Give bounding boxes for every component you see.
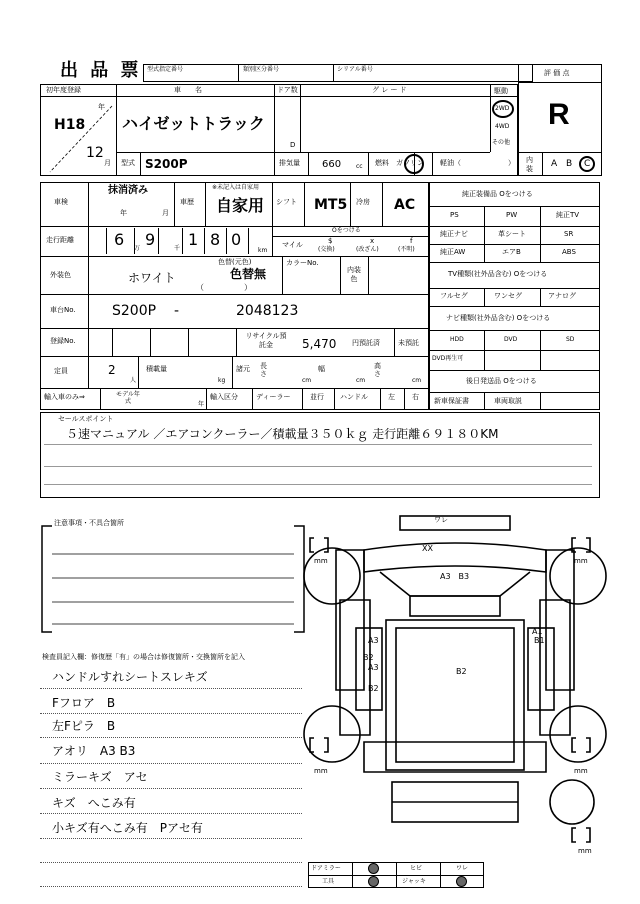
legend-jack-mark [456,876,467,887]
shift-value: MT5 [314,197,348,213]
registration-slash [40,96,116,176]
diagram-bed-code: B2 [456,667,467,676]
note-item-4: アオリ A3 B3 [52,744,136,758]
shaken-value: 抹消済み [108,185,148,196]
mm-label-1: mm [314,557,328,565]
diagram-left-1: A3 [368,636,379,645]
width-unit: cm [356,377,366,384]
model-label: 型式 [121,159,135,167]
notes-bracket [38,524,308,636]
distance-digit-4: 8 [210,230,221,249]
equip-abs: ABS [562,248,576,256]
width-label: 幅 [318,365,325,373]
drive-2wd-circle [492,100,514,118]
legend-jack: ジャッキ [402,878,426,885]
ac-label: 冷房 [356,198,370,206]
import-parallel: 並行 [310,393,324,401]
ac-value: AC [394,197,416,213]
registration-number-label: 登録No. [50,337,76,345]
car-name: ハイゼットトラック [122,114,265,133]
diagram-left-4: B2 [368,684,379,693]
capacity-label: 定員 [54,367,68,375]
sales-point-label: セールスポイント [58,415,114,423]
height-label: 高さ [374,362,381,378]
displacement-value: 660 [322,159,342,170]
evaluation-score: R [548,98,570,131]
equip-tv: 純正TV [556,211,580,219]
chassis-label: 車台No. [50,306,76,314]
shaken-label: 車検 [54,198,68,206]
import-only-label: 輸入車のみ⇒ [44,393,85,401]
later-warranty: 新車保証書 [434,397,469,405]
handle-label: ハンドル [340,393,368,401]
equip-pw: PW [506,211,518,219]
swap-symbol: $ [328,237,333,245]
drive-2wd: 2WD [495,105,510,112]
load-label: 積載量 [146,365,167,373]
exterior-color-label: 外装色 [50,271,71,279]
length-unit: cm [302,377,312,384]
recycle-deposited: 円預託済 [352,339,380,347]
shaken-month-unit: 月 [162,209,169,217]
distance-digit-1: 6 [114,230,125,249]
legend-mirror-mark [368,863,379,874]
grade-label: グ レ ー ド [372,86,407,94]
drive-other: その他 [492,139,511,146]
import-category-label: 輸入区分 [210,393,238,401]
distance-digit-2: 9 [145,230,156,249]
equip-leather: 革シート [498,230,526,238]
year-unit: 年 [98,103,105,111]
equip-sr: SR [564,230,574,238]
drive-label: 駆動 [494,87,508,95]
note-item-2: Fフロア B [52,696,116,710]
interior-color-label: 内装色 [347,266,361,283]
model-year-unit: 年 [198,401,205,408]
car-name-label: 車 名 [174,86,202,94]
distance-label: 走行距離 [46,236,74,244]
import-dealer: ディーラー [256,393,291,401]
class-number-label: 類別区分番号 [243,66,280,73]
unknown-symbol: f [410,237,413,245]
legend-tools: 工具 [322,878,335,885]
distance-digit-3: 1 [188,230,199,249]
drive-4wd: 4WD [495,123,510,130]
displacement-unit: cc [356,163,363,170]
history-note: ※未記入は自家用 [212,184,260,191]
diagram-xx: XX [422,544,433,553]
sales-point-box [40,412,600,498]
history-label: 車歴 [180,198,194,206]
model-code: S200P [145,157,188,171]
interior-b: B [566,159,573,169]
equip-aw: 純正AW [440,248,466,256]
distance-swapped: (交換) [318,246,335,253]
distance-circle-note: Oをつける [332,227,361,234]
tv-analog: アナログ [548,292,576,300]
later-items-title: 後日発送品 Oをつける [466,377,537,385]
door-unit: D [290,141,296,149]
navi-dvd: DVD [504,336,518,343]
fuel-diesel-close: ） [508,159,515,167]
chassis-number: 2048123 [236,303,299,319]
distance-digit-5: 0 [231,230,242,249]
tv-fullseg: フルセグ [440,292,468,300]
note-item-6: キズ へこみ有 [52,796,136,810]
recycle-amount: 5,470 [302,337,337,351]
shaken-year-unit: 年 [120,209,127,217]
recycle-label: リサイクル預託金 [245,332,287,349]
interior-a: A [551,159,558,169]
note-item-1: ハンドルすれシートスレキズ [52,670,208,684]
modified-symbol: x [370,237,375,245]
chassis-dash: - [174,303,180,319]
distance-man-unit: 万 [134,245,141,252]
legend-tools-mark [368,876,379,887]
handle-left: 左 [388,393,395,401]
first-registration-label: 初年度登録 [46,86,81,94]
fuel-label: 燃料 [375,159,389,167]
vehicle-damage-diagram [300,510,610,870]
shift-label: シフト [276,198,297,206]
exterior-color: ホワイト [128,271,176,285]
diagram-right-1: A1 [532,627,543,636]
mm-label-5: mm [578,847,592,855]
color-change-label: 色替(元色) [218,258,252,266]
navi-hdd: HDD [450,336,464,343]
dvd-playback: DVD再生可 [432,355,464,362]
diagram-left-2: B2 [363,653,374,662]
history-value: 自家用 [216,196,265,215]
note-item-3: 左Fピラ B [52,719,116,733]
month-unit: 月 [104,159,111,167]
recycle-not-deposited: 未預託 [398,339,419,347]
legend-crack: ヒビ [410,865,423,872]
sales-point-text: ５速マニュアル ／エアコンクーラー／積載量３５０ｋｇ 走行距離６９１８０KM [66,427,499,441]
fuel-gasoline: ガソリン [396,159,424,167]
diagram-a3b3: A3 B3 [440,572,470,581]
diagram-right-2: B1 [534,636,545,645]
type-designation-label: 型式指定番号 [147,66,184,73]
tv-oneseg: ワンセグ [494,292,522,300]
door-label: ドア数 [277,86,298,94]
equip-ps: PS [450,211,459,219]
diagram-left-3: A3 [368,663,379,672]
distance-tampered: (改ざん) [356,246,379,253]
note-item-5: ミラーキズ アセ [52,770,148,784]
mm-label-4: mm [574,767,588,775]
distance-km-unit: km [258,247,268,254]
notes-label: 注意事項・不具合箇所 [54,519,124,527]
fuel-diesel: 軽油（ [440,159,461,167]
load-unit: kg [218,377,226,384]
era-year: H18 [54,117,86,133]
chassis-prefix: S200P [112,303,157,319]
interior-c-circle [579,156,595,172]
interior-c: C [584,159,591,169]
model-year-label: モデル年式 [116,391,140,405]
tv-type-title: TV種類(社外品含む) Oをつける [448,270,548,278]
mm-label-2: mm [574,557,588,565]
dimensions-label: 諸元 [236,365,250,373]
capacity-value: 2 [108,363,116,377]
height-unit: cm [412,377,422,384]
navi-type-title: ナビ種類(社外品含む) Oをつける [446,314,551,322]
equipment-title: 純正装備品 Oをつける [462,190,533,198]
equip-airbag: エアB [502,248,521,256]
diagram-top-label: ワレ [434,516,448,524]
later-manual: 車両取説 [494,397,522,405]
interior-label: 内装 [526,156,533,173]
color-change-value: 色替無 [230,267,267,281]
serial-number-label: シリアル番号 [337,66,373,73]
page-title: 出 品 票 [60,60,142,81]
capacity-unit: 人 [130,377,137,384]
distance-unknown: (不明) [398,246,415,253]
distance-mile: マイル [282,241,303,249]
equip-navi: 純正ナビ [440,230,468,238]
displacement-label: 排気量 [279,159,300,167]
navi-sd: SD [566,336,575,343]
note-item-7: 小キズ有へこみ有 Pアセ有 [52,821,203,835]
fuel-gasoline-circle [404,154,424,174]
distance-sen-unit: 千 [174,245,181,252]
legend-mirror: ドアミラー [311,865,341,872]
color-number-label: カラーNo. [286,259,319,267]
color-original-paren: （ ） [196,283,252,292]
inspector-note: 検査員記入欄：修復歴「有」の場合は修復箇所・交換箇所を記入 [42,653,245,661]
evaluation-label: 評 価 点 [544,69,570,77]
legend-break: ワレ [456,865,469,872]
handle-right: 右 [412,393,419,401]
registration-month: 12 [86,145,104,161]
mm-label-3: mm [314,767,328,775]
length-label: 長さ [260,362,267,378]
